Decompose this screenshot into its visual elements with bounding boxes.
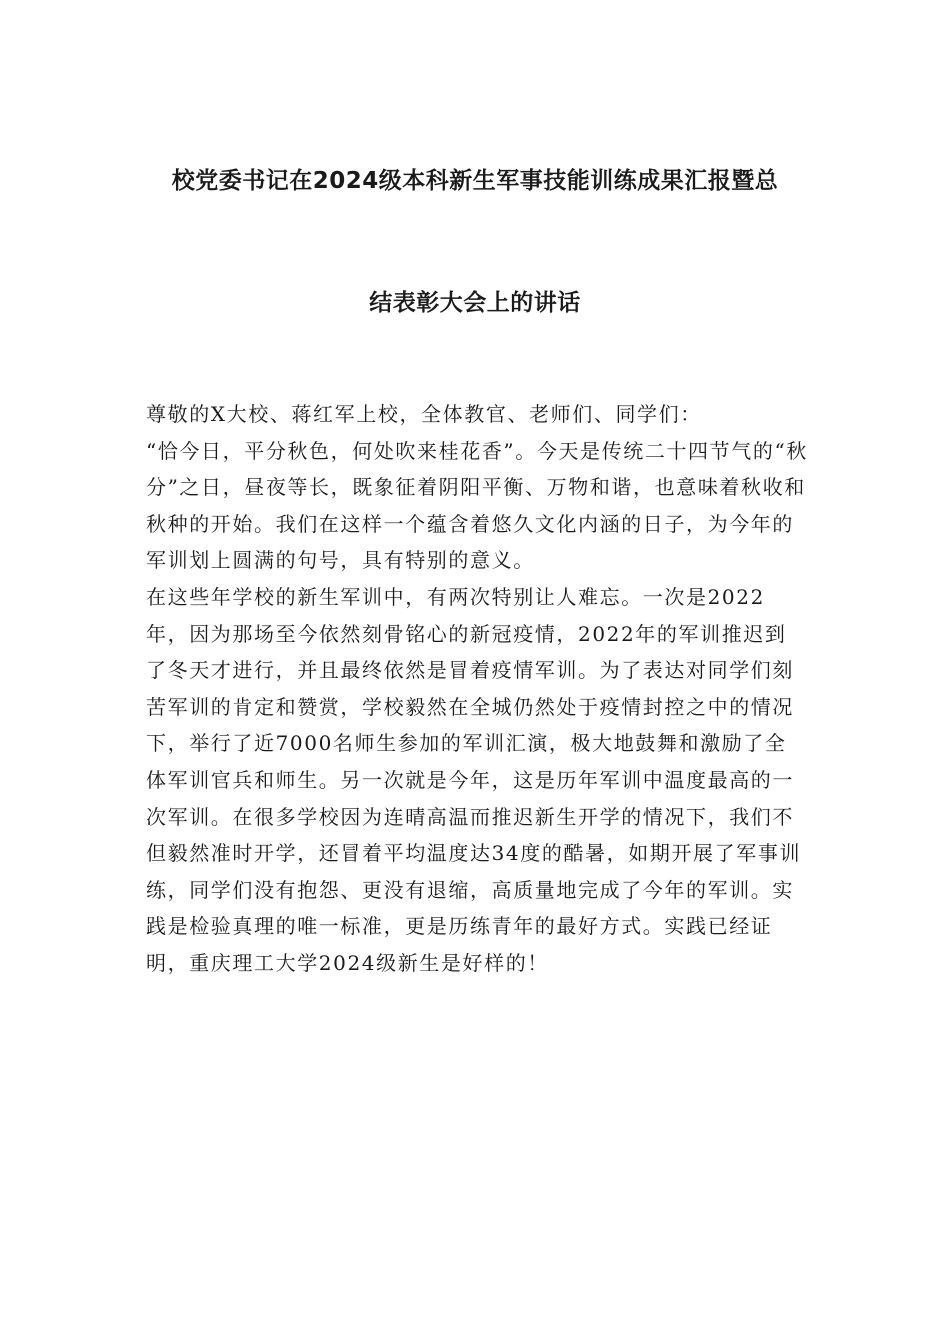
body-paragraph: “恰今日，平分秋色，何处吹来桂花香”。今天是传统二十四节气的“秋分”之日，昼夜等长，既象征着阴阳平衡、万物和谐，也意味着秋收和秋种的开始。我们在这样一个蕴含着悠久文化内涵的日子，为今年的军训划上圆满的句号，具有特别的意义。 [146, 438, 808, 573]
document-body [146, 396, 808, 982]
document-title-line-2: 结表彰大会上的讲话 [369, 290, 581, 316]
document-title-line-1: 校党委书记在2024级本科新生军事技能训练成果汇报暨总 [171, 168, 779, 194]
salutation-paragraph: 尊敬的X大校、蒋红军上校，全体教官、老师们、同学们： [146, 402, 702, 426]
body-paragraph: 在这些年学校的新生军训中，有两次特别让人难忘。一次是2022年，因为那场至今依然刻骨铭心的新冠疫情，2022年的军训推迟到了冬天才进行，并且最终依然是冒着疫情军训。为了表达对同学们刻苦军训的肯定和赞赏，学校毅然在全城仍然处于疫情封控之中的情况下，举行了近7000名师生参加的军训汇演，极大地鼓舞和激励了全体军训官兵和师生。另一次就是今年，这是历年军训中温度最高的一次军训。在很多学校因为连晴高温而推迟新生开学的情况下，我们不但毅然准时开学，还冒着平均温度达34度的酷暑，如期开展了军事训练，同学们没有抱怨、更没有退缩，高质量地完成了今年的军训。实践是检验真理的唯一标准，更是历练青年的最好方式。实践已经证明，重庆理工大学2024级新生是好样的！ [146, 584, 802, 975]
